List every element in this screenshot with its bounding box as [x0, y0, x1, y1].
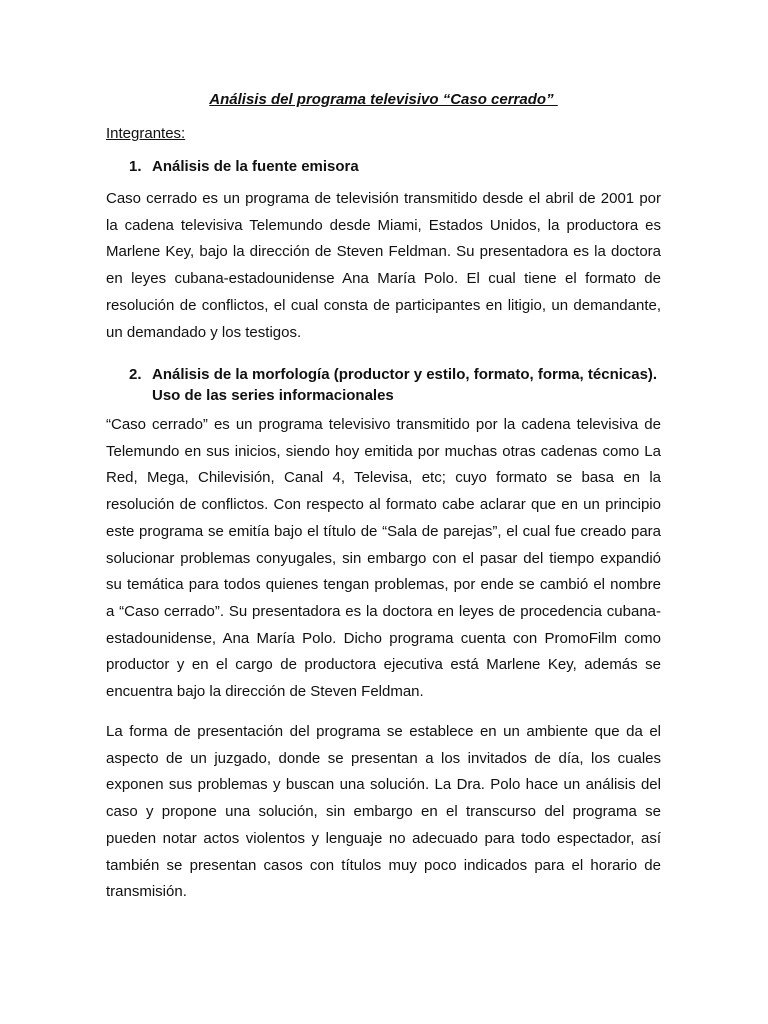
section-2-paragraph-2: La forma de presentación del programa se establece en un ambiente que da el aspecto de un juzgado, donde se presentan a los invitados de día, los cuales exponen sus problemas y buscan una solución. La Dra. Polo hace un análisis del caso y propone una solución, sin embargo en el transcurso del programa se pueden notar actos violentos y lenguaje no adecuado para todo espectador, así también se presentan casos con títulos muy poco indicados para el horario de transmisión.	[106, 723, 661, 901]
section-2-paragraph-1: “Caso cerrado” es un programa televisivo transmitido por la cadena televisiva de Telemundo en sus inicios, siendo hoy emitida por muchas otras cadenas como La Red, Mega, Chilevisión, Canal 4, Televisa, etc; cuyo formato se basa en la resolución de conflictos. Con respecto al formato cabe aclarar que en un principio este programa se emitía bajo el título de “Sala de parejas”, el cual fue creado para solucionar problemas conyugales, sin embargo con el pasar del tiempo expandió su temática para todos quienes tengan problemas, por ende se cambió el nombre a “Caso cerrado”. Su presentadora es la doctora en leyes de procedencia cubana-estadounidense, Ana María Polo. Dicho programa cuenta con PromoFilm como productor y en el cargo de productora ejecutiva está Marlene Key, además se encuentra bajo la dirección de Steven Feldman.	[106, 416, 661, 701]
section-heading-2	[129, 364, 674, 406]
document-title: Análisis del programa televisivo “Caso cerrado”	[209, 91, 558, 108]
section-title-1: Análisis de la fuente emisora	[152, 158, 359, 175]
section-1-paragraph-1: Caso cerrado es un programa de televisión transmitido desde el abril de 2001 por la cadena televisiva Telemundo desde Miami, Estados Unidos, la productora es Marlene Key, bajo la dirección de Steven Feldman. Su presentadora es la doctora en leyes cubana-estadounidense Ana María Polo. El cual tiene el formato de resolución de conflictos, el cual consta de participantes en litigio, un demandante, un demandado y los testigos.	[106, 190, 661, 341]
section-title-2: Análisis de la morfología (productor y estilo, formato, forma, técnicas). Uso de las series informacionales	[152, 366, 658, 404]
section-heading-1	[129, 156, 674, 177]
members-label: Integrantes:	[106, 125, 186, 142]
section-number-2: 2.	[129, 366, 142, 383]
section-number-1: 1.	[129, 158, 142, 175]
